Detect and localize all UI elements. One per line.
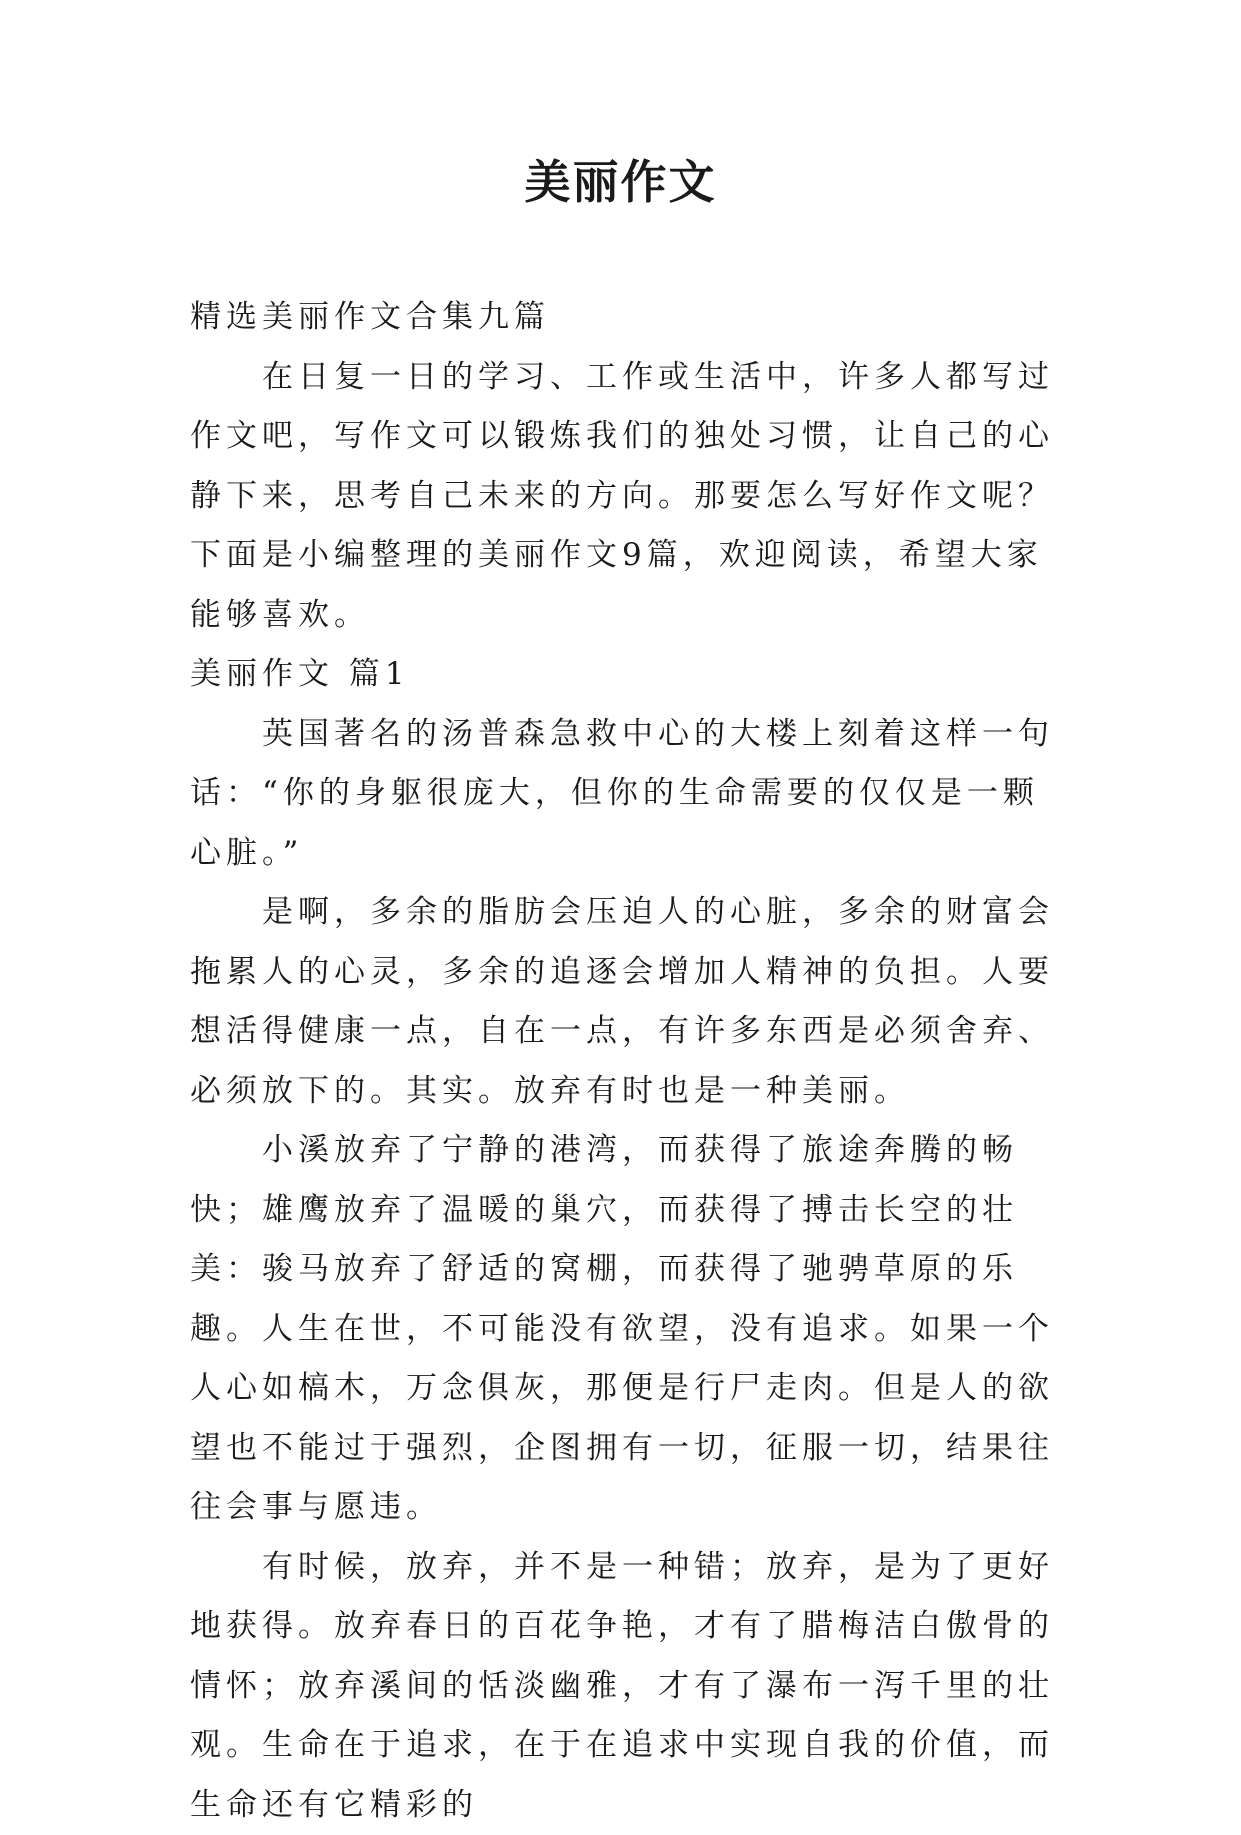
section-heading: 美丽作文 篇1 — [190, 645, 1060, 705]
document-body — [190, 288, 1060, 1835]
document-title: 美丽作文 — [0, 152, 1241, 212]
intro-paragraph: 在日复一日的学习、工作或生活中，许多人都写过作文吧，写作文可以锻炼我们的独处习惯，让自己的心静下来，思考自己未来的方向。那要怎么写好作文呢？下面是小编整理的美丽作文9篇，欢迎阅读，希望大家能够喜欢。 — [190, 348, 1060, 646]
body-paragraph: 是啊，多余的脂肪会压迫人的心脏，多余的财富会拖累人的心灵，多余的追逐会增加人精神的负担。人要想活得健康一点，自在一点，有许多东西是必须舍弃、必须放下的。其实。放弃有时也是一种美丽。 — [190, 883, 1060, 1121]
body-paragraph: 小溪放弃了宁静的港湾，而获得了旅途奔腾的畅快；雄鹰放弃了温暖的巢穴，而获得了搏击长空的壮美：骏马放弃了舒适的窝棚，而获得了驰骋草原的乐趣。人生在世，不可能没有欲望，没有追求。如果一个人心如槁木，万念俱灰，那便是行尸走肉。但是人的欲望也不能过于强烈，企图拥有一切，征服一切，结果往往会事与愿违。 — [190, 1121, 1060, 1538]
document-subtitle: 精选美丽作文合集九篇 — [190, 288, 1060, 348]
body-paragraph: 英国著名的汤普森急救中心的大楼上刻着这样一句话：“你的身躯很庞大，但你的生命需要的仅仅是一颗心脏。” — [190, 705, 1060, 884]
body-paragraph: 有时候，放弃，并不是一种错；放弃，是为了更好地获得。放弃春日的百花争艳，才有了腊梅洁白傲骨的情怀；放弃溪间的恬淡幽雅，才有了瀑布一泻千里的壮观。生命在于追求，在于在追求中实现自我的价值，而生命还有它精彩的 — [190, 1538, 1060, 1835]
